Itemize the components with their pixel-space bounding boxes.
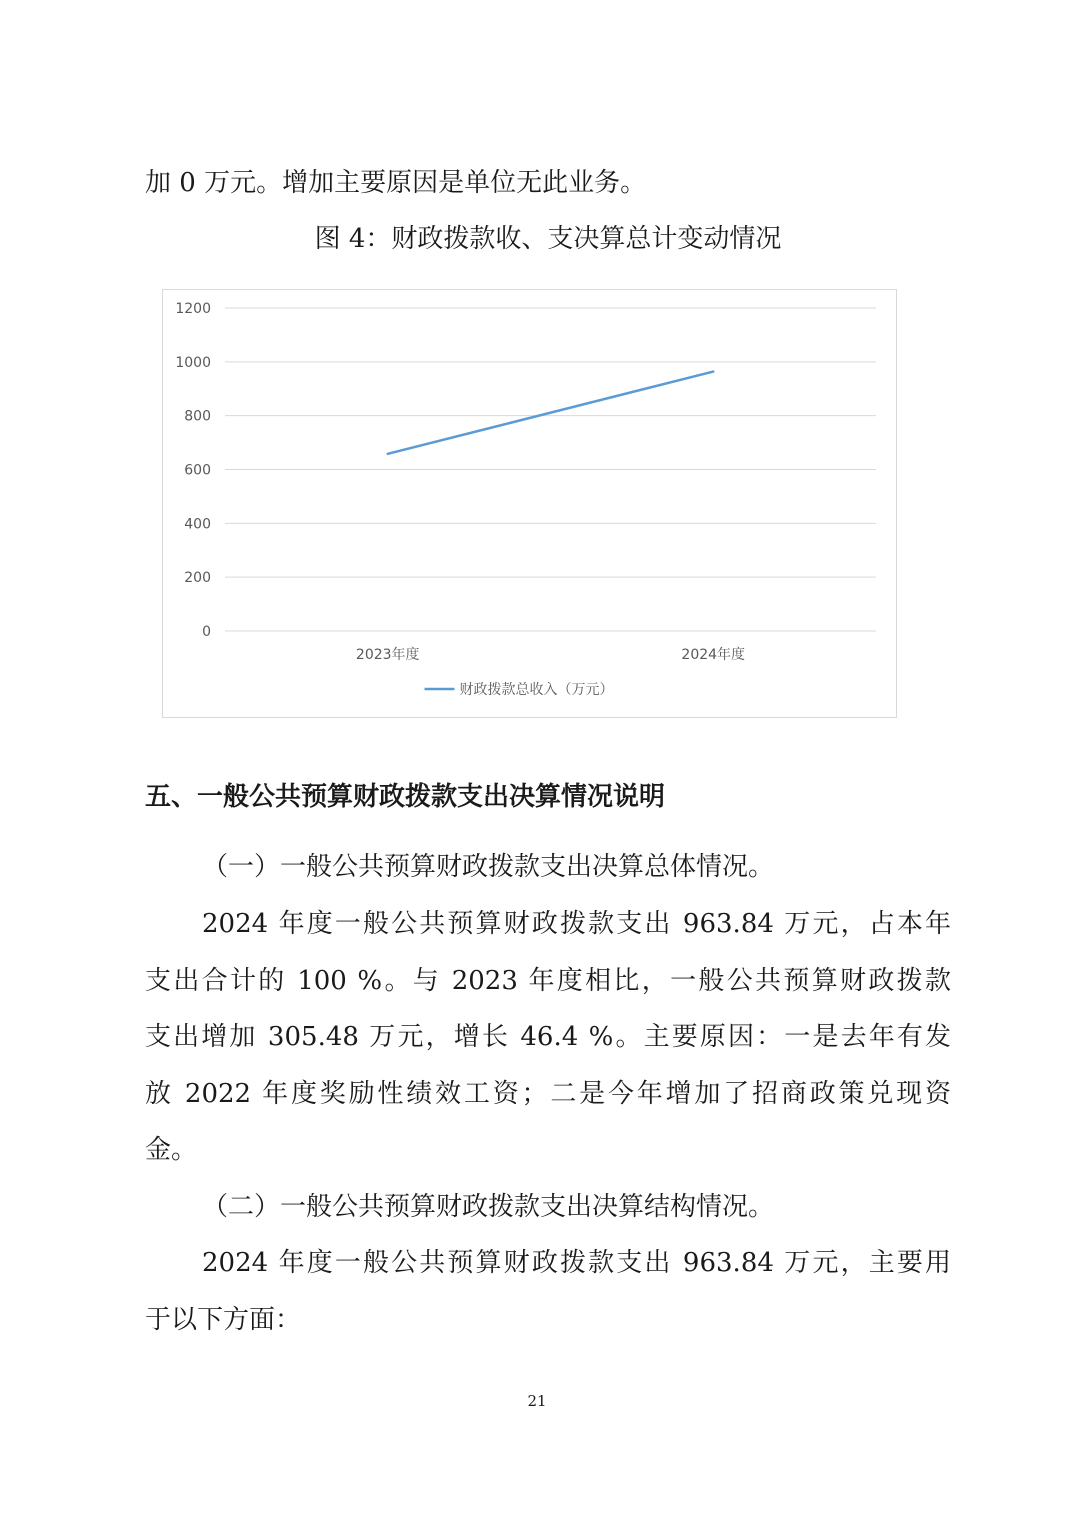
y-tick-label-400: 400 [184,516,211,533]
chart-series [388,372,714,454]
y-axis-ticks [175,301,211,640]
x-tick-label-1: 2024年度 [681,647,746,663]
chart-legend [425,681,614,698]
y-tick-label-800: 800 [184,408,211,425]
paragraph-1-line-2: 支出合计的 100 %。与 2023 年度相比，一般公共预算财政拨款 [145,966,951,996]
legend-label-0: 财政拨款总收入（万元） [459,682,614,698]
subsection-heading-1: （一）一般公共预算财政拨款支出决算总体情况。 [202,852,775,882]
paragraph-2-line-1: 2024 年度一般公共预算财政拨款支出 963.84 万元，主要用 [202,1248,951,1278]
line-chart [162,289,897,718]
x-tick-label-0: 2023年度 [355,647,420,663]
paragraph-2-line-2: 于以下方面： [145,1305,302,1335]
paragraph-1-line-4: 放 2022 年度奖励性绩效工资；二是今年增加了招商政策兑现资 [145,1079,951,1109]
paragraph-1-line-1: 2024 年度一般公共预算财政拨款支出 963.84 万元，占本年 [202,909,951,939]
text-line-1: 加 0 万元。增加主要原因是单位无此业务。 [145,168,647,198]
y-tick-label-0: 0 [202,624,211,640]
y-tick-label-600: 600 [184,462,211,479]
chart-svg [163,290,896,717]
paragraph-1-line-5: 金。 [145,1135,198,1165]
subsection-heading-2: （二）一般公共预算财政拨款支出决算结构情况。 [202,1192,775,1222]
y-tick-label-200: 200 [184,570,211,587]
page-number: 21 [527,1392,547,1410]
series-line-0 [388,372,714,454]
chart-gridlines [225,308,876,631]
y-tick-label-1200: 1200 [175,301,211,317]
figure-caption: 图 4：财政拨款收、支决算总计变动情况 [314,224,782,254]
y-tick-label-1000: 1000 [175,354,211,371]
paragraph-1-line-3: 支出增加 305.48 万元，增长 46.4 %。主要原因：一是去年有发 [145,1022,951,1052]
x-axis-ticks [356,646,745,663]
section-heading-5: 五、一般公共预算财政拨款支出决算情况说明 [145,782,666,812]
